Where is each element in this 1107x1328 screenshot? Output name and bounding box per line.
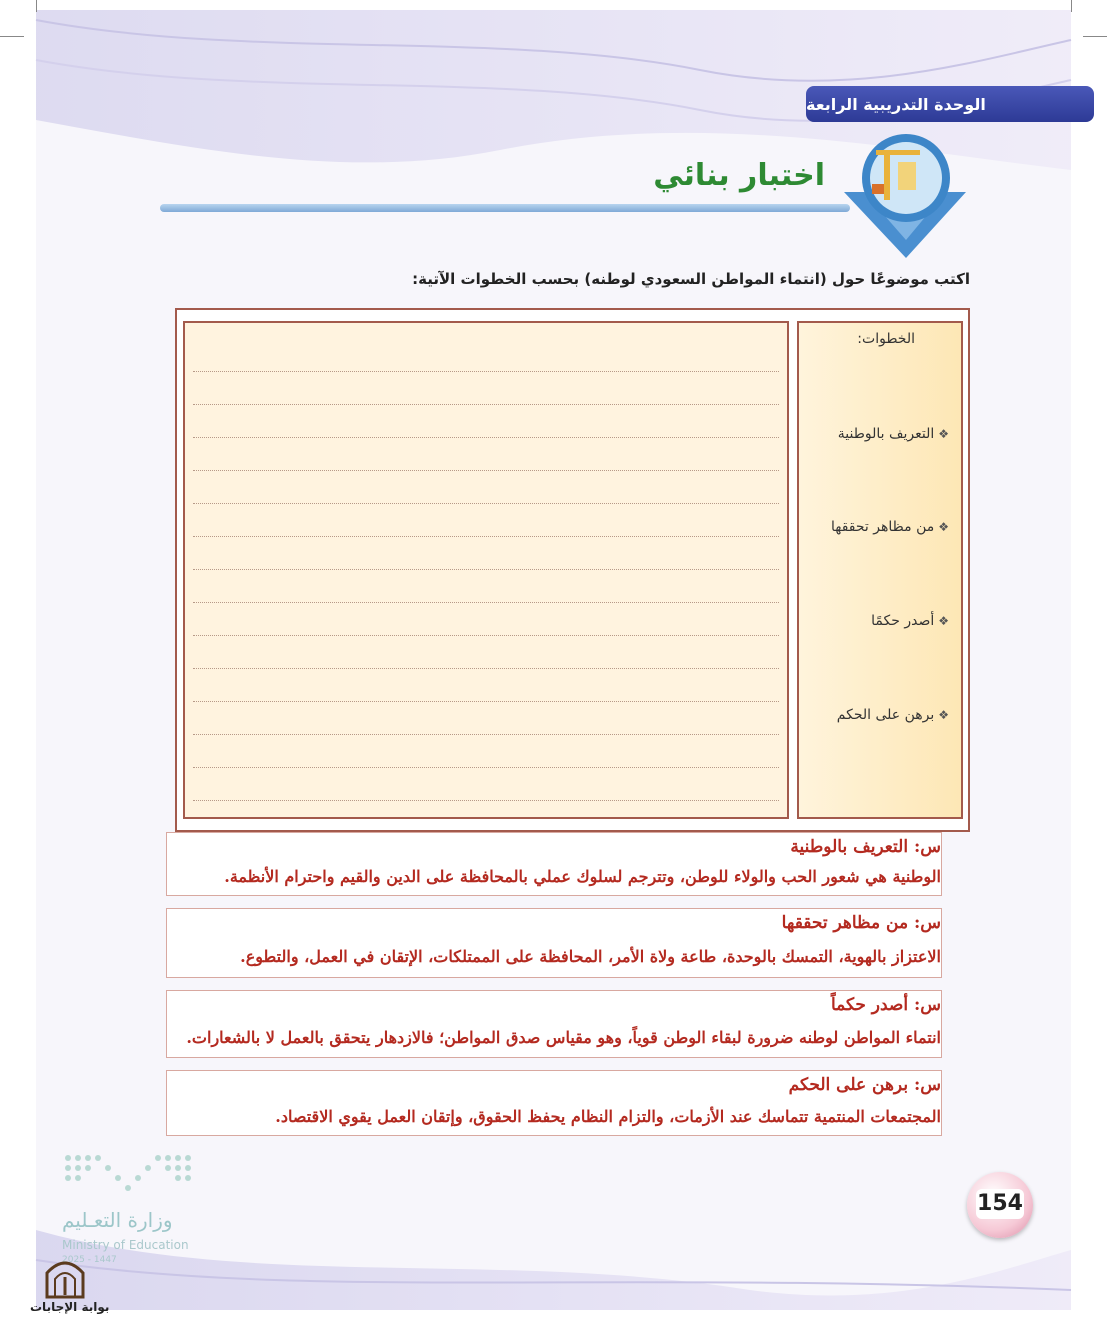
answer-question: س: من مظاهر تحققها: [781, 913, 941, 933]
step-item: [838, 426, 949, 442]
title-underline: [160, 204, 850, 212]
step-item: [837, 707, 949, 723]
page-number: 154: [976, 1189, 1024, 1219]
steps-heading: الخطوات:: [857, 331, 915, 347]
answer-question: س: التعريف بالوطنية: [790, 837, 941, 857]
answer-box: [166, 832, 942, 896]
instruction-text: اكتب موضوعًا حول (انتماء المواطن السعودي لوطنه) بحسب الخطوات الآتية:: [412, 270, 970, 288]
diamond-bullet-icon: ❖: [938, 614, 949, 628]
answer-text: المجتمعات المنتمية تتماسك عند الأزمات، والتزام النظام يحفظ الحقوق، وإتقان العمل يقوي الاقتصاد.: [275, 1107, 941, 1126]
writing-line: [193, 503, 779, 504]
step-label: برهن على الحكم: [836, 707, 935, 723]
answer-text: انتماء المواطن لوطنه ضرورة لبقاء الوطن قوياً، وهو مقياس صدق المواطن؛ فالازدهار يتحقق بالعمل لا بالشعارات.: [186, 1028, 941, 1047]
writing-line: [193, 800, 779, 801]
portal-label: بوابة الإجابات: [30, 1300, 110, 1314]
writing-line: [193, 701, 779, 702]
crop-mark: [1083, 36, 1107, 37]
answer-box: [166, 990, 942, 1058]
writing-line: [193, 767, 779, 768]
answer-box: [166, 1070, 942, 1136]
writing-line: [193, 371, 779, 372]
portal-mosque-icon: [43, 1255, 87, 1299]
answer-question: س: برهن على الحكم: [788, 1075, 941, 1095]
ministry-years: 2025 - 1447: [62, 1255, 117, 1265]
steps-box: [797, 321, 963, 819]
writing-line: [193, 404, 779, 405]
answer-box: [166, 908, 942, 978]
unit-label: الوحدة التدريبية الرابعة: [806, 94, 986, 114]
page-number-badge: [967, 1172, 1033, 1238]
crop-mark: [36, 0, 37, 12]
writing-line: [193, 569, 779, 570]
ministry-logo-dots: [62, 1152, 202, 1200]
answer-text: الاعتزاز بالهوية، التمسك بالوحدة، طاعة ولاة الأمر، المحافظة على الممتلكات، الإتقان في العمل، والتطوع.: [240, 947, 941, 966]
step-label: أصدر حكمًا: [871, 613, 935, 629]
step-item: [871, 613, 949, 629]
diamond-bullet-icon: ❖: [938, 708, 949, 722]
step-label: التعريف بالوطنية: [837, 426, 935, 442]
ministry-name-arabic: وزارة التعـليم: [62, 1208, 173, 1232]
building-crane-icon: [836, 130, 976, 260]
writing-line: [193, 602, 779, 603]
step-item: [831, 519, 949, 535]
ministry-name-english: Ministry of Education: [62, 1238, 189, 1252]
crop-mark: [1071, 0, 1072, 12]
diamond-bullet-icon: ❖: [938, 520, 949, 534]
diamond-bullet-icon: ❖: [938, 427, 949, 441]
crop-mark: [0, 36, 24, 37]
writing-line: [193, 635, 779, 636]
unit-banner: [806, 86, 1094, 122]
step-label: من مظاهر تحققها: [831, 519, 935, 535]
answer-question: س: أصدر حكماً: [830, 995, 941, 1015]
writing-line: [193, 734, 779, 735]
page-title: اختبار بنائي: [653, 158, 825, 193]
writing-line: [193, 470, 779, 471]
writing-line: [193, 668, 779, 669]
writing-line: [193, 536, 779, 537]
answer-text: الوطنية هي شعور الحب والولاء للوطن، وتترجم لسلوك عملي بالمحافظة على الدين والقيم واحترام الأنظمة.: [224, 867, 941, 886]
writing-area[interactable]: [183, 321, 789, 819]
writing-line: [193, 437, 779, 438]
